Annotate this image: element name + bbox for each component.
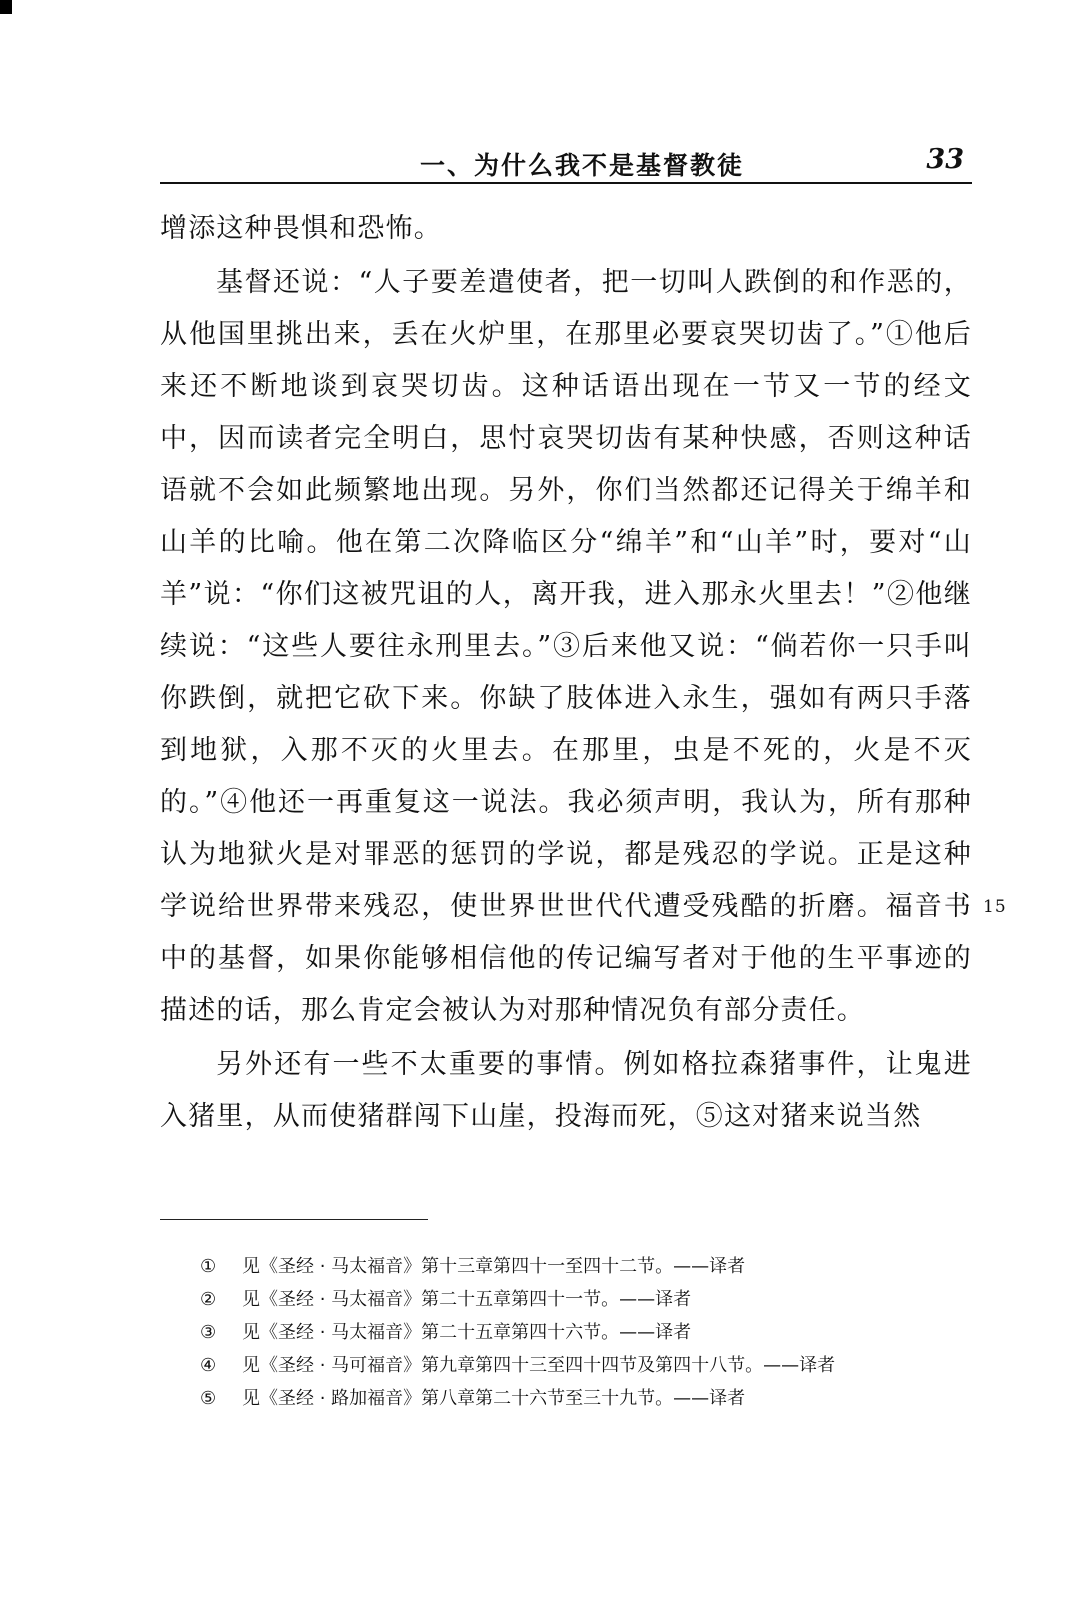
footnote-text: 见《圣经 · 马太福音》第十三章第四十一至四十二节。——译者 <box>242 1256 746 1277</box>
footnote-marker: ③ <box>200 1322 217 1343</box>
footnote-item <box>160 1382 972 1415</box>
footnote-marker: ① <box>200 1256 217 1277</box>
footnote-marker: ④ <box>200 1355 217 1376</box>
paragraph: 增添这种畏惧和恐怖。 <box>160 213 442 244</box>
footnote-text: 见《圣经 · 路加福音》第八章第二十六节至三十九节。——译者 <box>242 1388 746 1409</box>
paragraph: 基督还说：“人子要差遣使者，把一切叫人跌倒的和作恶的，从他国里挑出来，丢在火炉里，在那里必要哀哭切齿了。”①他后来还不断地谈到哀哭切齿。这种话语出现在一节又一节的经文中，因而读者完全明白，思忖哀哭切齿有某种快感，否则这种话语就不会如此频繁地出现。另外，你们当然都还记得关于绵羊和山羊的比喻。他在第二次降临区分“绵羊”和“山羊”时，要对“山羊”说：“你们这被咒诅的人，离开我，进入那永火里去！”②他继续说：“这些人要往永刑里去。”③后来他又说：“倘若你一只手叫你跌倒，就把它砍下来。你缺了肢体进入永生，强如有两只手落到地狱，入那不灭的火里去。在那里，虫是不死的，火是不灭的。”④他还一再重复这一说法。我必须声明，我认为，所有那种认为地狱火是对罪恶的惩罚的学说，都是残忍的学说。正是这种学说给世界带来残忍，使世界世世代代遭受残酷的折磨。福音书中的基督，如果你能够相信他的传记编写者对于他的生平事迹的描述的话，那么肯定会被认为对那种情况负有部分责任。 <box>160 267 972 1026</box>
scan-corner-mark <box>0 0 12 14</box>
paragraph: 另外还有一些不太重要的事情。例如格拉森猪事件，让鬼进入猪里，从而使猪群闯下山崖，投海而死，⑤这对猪来说当然 <box>160 1049 972 1132</box>
body-text <box>160 203 972 1143</box>
footnote-item <box>160 1316 972 1349</box>
footnote-text: 见《圣经 · 马可福音》第九章第四十三至四十四节及第四十八节。——译者 <box>242 1355 836 1376</box>
footnote-item <box>160 1250 972 1283</box>
running-title: 一、为什么我不是基督教徒 <box>420 151 745 180</box>
footnote-item <box>160 1349 972 1382</box>
header-rule <box>160 182 972 184</box>
margin-line-number: 15 <box>983 897 1007 917</box>
footnote-marker: ② <box>200 1289 217 1310</box>
footnote-item <box>160 1283 972 1316</box>
footnotes <box>160 1250 972 1415</box>
footnote-marker: ⑤ <box>200 1388 217 1409</box>
footnote-rule <box>160 1219 428 1220</box>
page-number: 33 <box>926 144 964 175</box>
footnote-text: 见《圣经 · 马太福音》第二十五章第四十六节。——译者 <box>242 1322 692 1343</box>
page-header <box>160 138 972 184</box>
footnote-text: 见《圣经 · 马太福音》第二十五章第四十一节。——译者 <box>242 1289 692 1310</box>
